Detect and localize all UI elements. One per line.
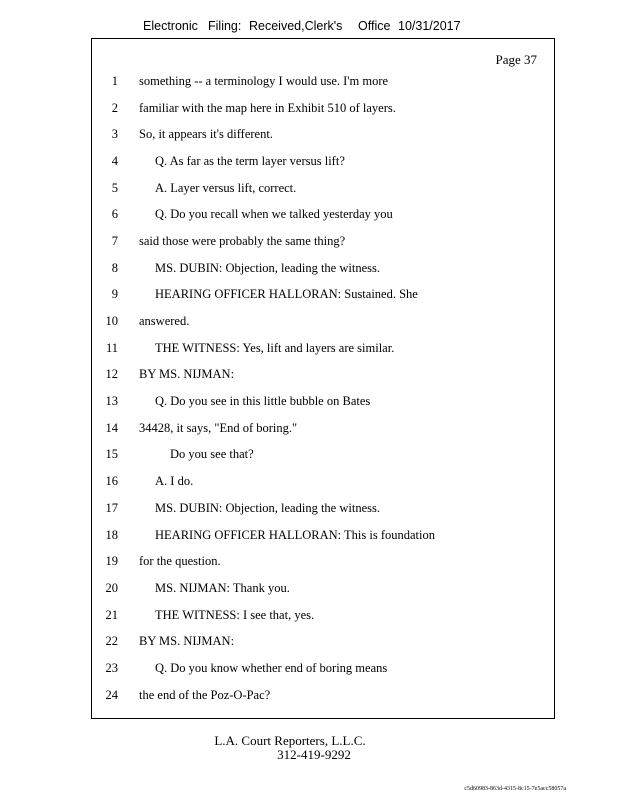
transcript-line [92, 178, 554, 198]
line-text: said those were probably the same thing? [139, 234, 346, 248]
line-number: 11 [105, 341, 118, 355]
line-text: BY MS. NIJMAN: [139, 634, 235, 648]
line-number: 22 [105, 634, 118, 648]
line-number: 12 [105, 367, 118, 381]
transcript-line [92, 231, 554, 251]
line-number: 10 [105, 314, 118, 328]
line-text: HEARING OFFICER HALLORAN: This is foundation [155, 528, 435, 542]
line-number: 21 [105, 608, 118, 622]
filing-received: Received,Clerk's [249, 19, 343, 33]
line-text: THE WITNESS: Yes, lift and layers are similar. [155, 341, 395, 355]
filing-date: 10/31/2017 [398, 19, 461, 33]
line-text: MS. NIJMAN: Thank you. [155, 581, 290, 595]
line-text: Do you see that? [170, 447, 254, 461]
transcript-line [92, 71, 554, 91]
transcript-line [92, 418, 554, 438]
transcript-line [92, 471, 554, 491]
transcript-line [92, 311, 554, 331]
reporter-phone: 312-419-9292 [277, 747, 351, 762]
line-number: 23 [105, 661, 118, 675]
line-text: Q. As far as the term layer versus lift? [155, 154, 345, 168]
line-text: for the question. [139, 554, 221, 568]
transcript-line [92, 151, 554, 171]
line-number: 20 [105, 581, 118, 595]
line-number: 18 [105, 528, 118, 542]
line-number: 8 [111, 261, 118, 275]
filing-filing: Filing: [208, 19, 242, 33]
document-id: c5d60983-863d-4315-8c15-7e5acc58057a [464, 786, 566, 792]
line-text: 34428, it says, "End of boring." [139, 421, 298, 435]
line-text: Q. Do you see in this little bubble on Bates [155, 394, 371, 408]
transcript-page [91, 38, 555, 719]
filing-stamp-header [0, 19, 618, 39]
transcript-line [92, 551, 554, 571]
transcript-line [92, 338, 554, 358]
transcript-line [92, 98, 554, 118]
line-number: 15 [105, 447, 118, 461]
line-text: So, it appears it's different. [139, 127, 273, 141]
line-text: A. I do. [155, 474, 194, 488]
transcript-line [92, 124, 554, 144]
transcript-line [92, 631, 554, 651]
line-number: 19 [105, 554, 118, 568]
line-number: 9 [111, 287, 118, 301]
line-text: MS. DUBIN: Objection, leading the witness. [155, 501, 380, 515]
transcript-line [92, 284, 554, 304]
line-text: familiar with the map here in Exhibit 510 of layers. [139, 101, 396, 115]
line-text: THE WITNESS: I see that, yes. [155, 608, 315, 622]
line-text: Q. Do you recall when we talked yesterday you [155, 207, 393, 221]
line-number: 24 [105, 688, 118, 702]
transcript-line [92, 658, 554, 678]
line-number: 6 [111, 207, 118, 221]
line-number: 4 [111, 154, 118, 168]
transcript-line [92, 444, 554, 464]
line-text: BY MS. NIJMAN: [139, 367, 235, 381]
line-number: 5 [111, 181, 118, 195]
transcript-line [92, 605, 554, 625]
line-number: 7 [111, 234, 118, 248]
line-number: 2 [111, 101, 118, 115]
transcript-line [92, 391, 554, 411]
line-text: the end of the Poz-O-Pac? [139, 688, 271, 702]
transcript-line [92, 685, 554, 705]
line-text: HEARING OFFICER HALLORAN: Sustained. She [155, 287, 418, 301]
transcript-line [92, 204, 554, 224]
transcript-line [92, 525, 554, 545]
line-text: Q. Do you know whether end of boring means [155, 661, 388, 675]
line-number: 16 [105, 474, 118, 488]
transcript-line [92, 498, 554, 518]
reporter-name: L.A. Court Reporters, L.L.C. [214, 733, 366, 748]
line-text: MS. DUBIN: Objection, leading the witness. [155, 261, 380, 275]
line-number: 1 [111, 74, 118, 88]
transcript-line [92, 364, 554, 384]
line-number: 17 [105, 501, 118, 515]
line-text: something -- a terminology I would use. I'm more [139, 74, 389, 88]
line-number: 13 [105, 394, 118, 408]
line-number: 3 [111, 127, 118, 141]
filing-office: Office [358, 19, 391, 33]
page-number: Page 37 [495, 52, 537, 67]
transcript-line [92, 258, 554, 278]
transcript-line [92, 578, 554, 598]
line-text: A. Layer versus lift, correct. [155, 181, 297, 195]
line-text: answered. [139, 314, 190, 328]
line-number: 14 [105, 421, 118, 435]
filing-electronic: Electronic [143, 19, 198, 33]
